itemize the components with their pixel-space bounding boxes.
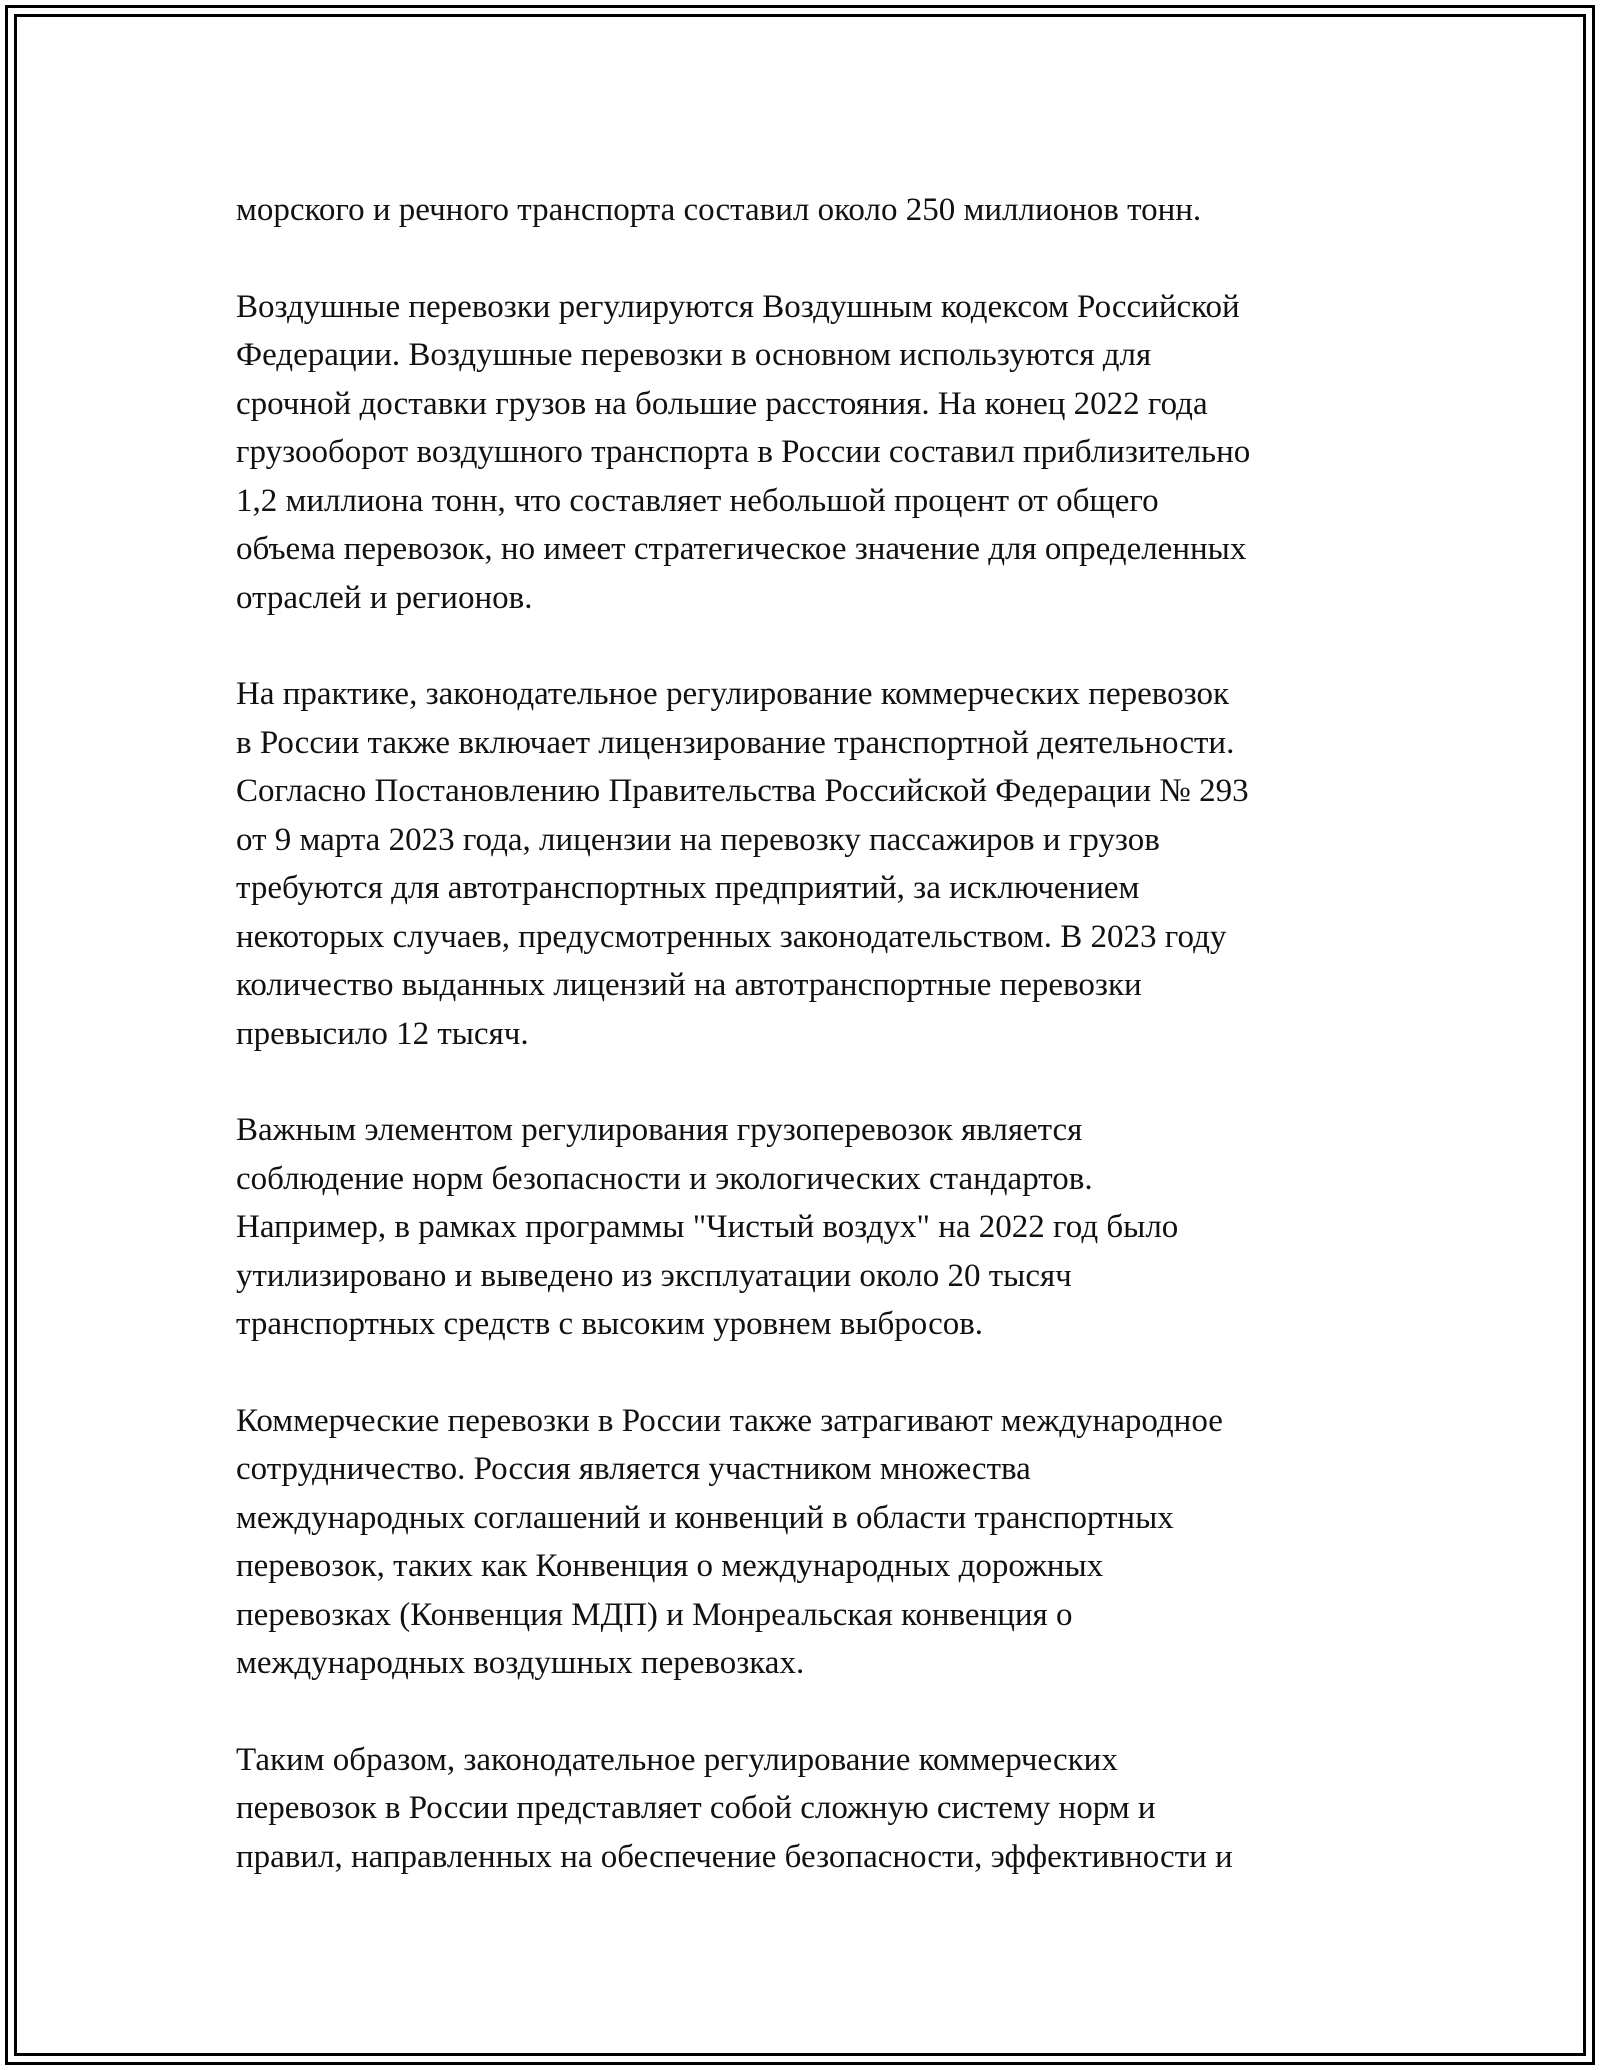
text-line: Важным элементом регулирования грузоперевозок является xyxy=(236,1112,1083,1148)
text-line: морского и речного транспорта составил около 250 миллионов тонн. xyxy=(236,192,1202,228)
text-line: сотрудничество. Россия является участником множества xyxy=(236,1451,1031,1487)
text-line: от 9 марта 2023 года, лицензии на перевозку пассажиров и грузов xyxy=(236,821,1160,858)
text-line: правил, направленных на обеспечение безопасности, эффективности и xyxy=(236,1838,1233,1875)
text-line: перевозок в России представляет собой сложную систему норм и xyxy=(236,1790,1156,1826)
paragraph xyxy=(236,1106,1436,1349)
text-line: Воздушные перевозки регулируются Воздушным кодексом Российской xyxy=(236,288,1240,325)
text-line: Федерации. Воздушные перевозки в основном используются для xyxy=(236,337,1152,373)
text-line: некоторых случаев, предусмотренных законодательством. В 2023 году xyxy=(236,918,1227,955)
paragraph xyxy=(236,670,1436,1058)
text-line: перевозок, таких как Конвенция о международных дорожных xyxy=(236,1548,1104,1584)
paragraph xyxy=(236,1397,1436,1688)
text-line: отраслей и регионов. xyxy=(236,579,533,616)
text-line: количество выданных лицензий на автотранспортные перевозки xyxy=(236,967,1142,1003)
paragraph xyxy=(236,283,1436,623)
text-line: в России также включает лицензирование транспортной деятельности. xyxy=(236,724,1235,761)
text-line: срочной доставки грузов на большие расстояния. На конец 2022 года xyxy=(236,385,1208,422)
paragraph xyxy=(236,1736,1436,1882)
text-line: требуются для автотранспортных предприятий, за исключением xyxy=(236,870,1140,906)
text-line: Согласно Постановлению Правительства Российской Федерации № 293 xyxy=(236,773,1249,809)
text-line: 1,2 миллиона тонн, что составляет небольшой процент от общего xyxy=(236,482,1159,519)
text-line: Таким образом, законодательное регулирование коммерческих xyxy=(236,1741,1118,1778)
text-line: объема перевозок, но имеет стратегическое значение для определенных xyxy=(236,531,1247,567)
text-line: международных соглашений и конвенций в области транспортных xyxy=(236,1499,1174,1536)
text-line: утилизировано и выведено из эксплуатации около 20 тысяч xyxy=(236,1257,1072,1294)
text-line: перевозках (Конвенция МДП) и Монреальская конвенция о xyxy=(236,1596,1073,1633)
paragraph xyxy=(236,186,1436,235)
text-line: Например, в рамках программы "Чистый воздух" на 2022 год было xyxy=(236,1209,1179,1245)
text-line: На практике, законодательное регулирование коммерческих перевозок xyxy=(236,676,1229,712)
text-line: соблюдение норм безопасности и экологических стандартов. xyxy=(236,1160,1093,1197)
text-line: международных воздушных перевозках. xyxy=(236,1645,805,1681)
text-line: грузооборот воздушного транспорта в России составил приблизительно xyxy=(236,434,1251,470)
text-line: Коммерческие перевозки в России также затрагивают международное xyxy=(236,1402,1223,1439)
text-line: превысило 12 тысяч. xyxy=(236,1015,529,1052)
text-line: транспортных средств с высоким уровнем выбросов. xyxy=(236,1306,984,1342)
document-body xyxy=(236,186,1436,1929)
